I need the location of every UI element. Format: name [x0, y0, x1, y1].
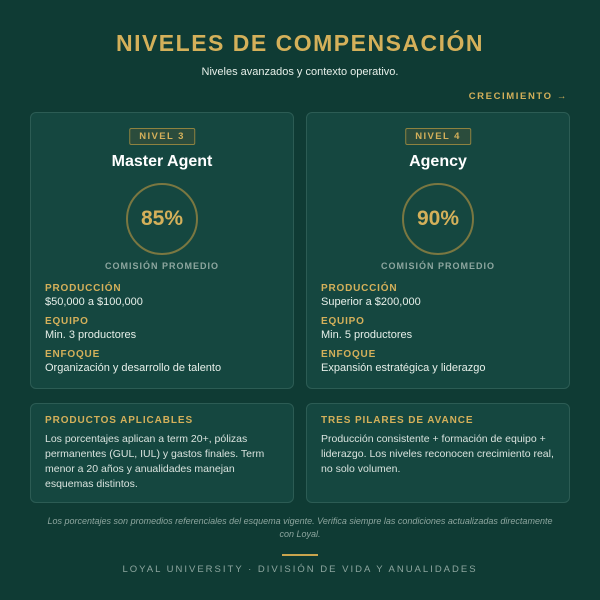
team-label: EQUIPO	[45, 316, 89, 327]
production-value: $50,000 a $100,000	[45, 296, 143, 308]
production-label: PRODUCCIÓN	[45, 283, 122, 294]
level-card-agency	[306, 112, 570, 389]
page-title: NIVELES DE COMPENSACIÓN	[115, 30, 485, 56]
info-box-three-pillars	[306, 403, 570, 503]
level-badge: NIVEL 3	[129, 128, 195, 145]
team-label: EQUIPO	[321, 316, 365, 327]
commission-label: COMISIÓN PROMEDIO	[380, 261, 495, 271]
footer-text: LOYAL UNIVERSITY · DIVISIÓN DE VIDA Y ANUALIDADES	[122, 564, 478, 575]
level-name: Agency	[409, 153, 467, 170]
focus-label: ENFOQUE	[45, 349, 101, 360]
info-body: Producción consistente + formación de equipo + liderazgo. Los niveles reconocen crecimiento real, no solo volumen.	[321, 433, 554, 475]
team-value: Min. 5 productores	[321, 329, 413, 341]
commission-percent: 85%	[140, 207, 184, 230]
production-label: PRODUCCIÓN	[321, 283, 398, 294]
info-title: TRES PILARES DE AVANCE	[321, 415, 474, 426]
production-value: Superior a $200,000	[321, 296, 421, 308]
focus-value: Expansión estratégica y liderazgo	[321, 362, 486, 374]
level-card-master-agent	[30, 112, 294, 389]
focus-value: Organización y desarrollo de talento	[45, 362, 222, 374]
commission-percent: 90%	[416, 207, 460, 230]
page-subtitle: Niveles avanzados y contexto operativo.	[201, 66, 399, 78]
commission-ring	[126, 183, 198, 255]
info-body: Los porcentajes aplican a term 20+, pólizas permanentes (GUL, IUL) y gastos finales. Term menor a 20 años y anualidades manejan esquemas distintos.	[45, 433, 265, 490]
info-box-applicable-products	[30, 403, 294, 503]
commission-label: COMISIÓN PROMEDIO	[104, 261, 219, 271]
focus-label: ENFOQUE	[321, 349, 377, 360]
level-badge: NIVEL 4	[405, 128, 471, 145]
growth-indicator: CRECIMIENTO →	[468, 91, 568, 102]
info-title: PRODUCTOS APLICABLES	[45, 415, 194, 426]
footer-divider	[282, 554, 318, 556]
team-value: Min. 3 productores	[45, 329, 137, 341]
commission-ring	[402, 183, 474, 255]
level-name: Master Agent	[111, 153, 213, 170]
disclaimer: Los porcentajes son promedios referenciales del esquema vigente. Verifica siempre las condiciones actualizadas directamente con Loyal.	[47, 516, 553, 539]
